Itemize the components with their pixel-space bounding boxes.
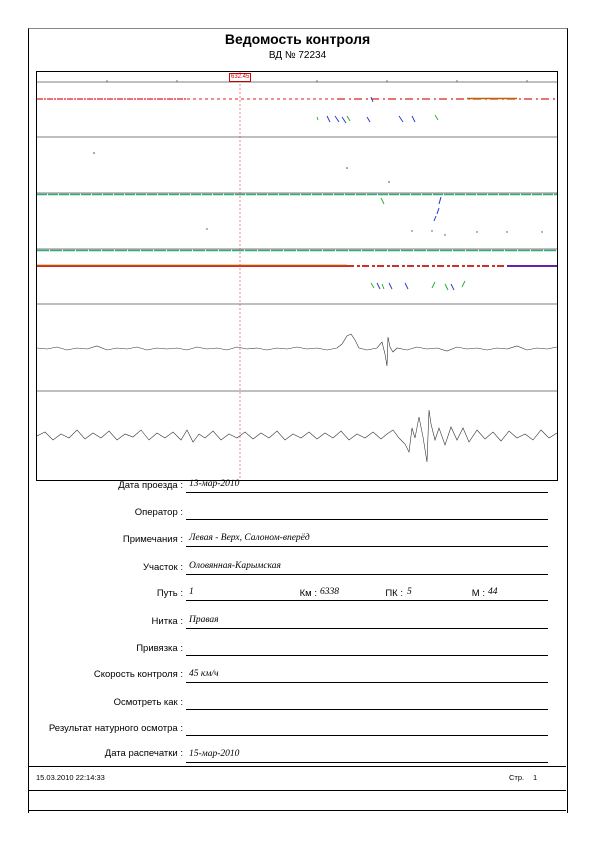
operator-rule (186, 519, 548, 520)
channel-5-waveform (37, 334, 557, 366)
m-label: М : (471, 588, 485, 599)
operator-label: Оператор : (134, 507, 183, 518)
print-date-label: Дата распечатки : (104, 748, 183, 759)
date-label: Дата проезда : (118, 480, 183, 491)
result-label: Результат натурного осмотра : (48, 723, 183, 734)
m-value: 44 (488, 587, 498, 597)
km-label: Км : (299, 588, 317, 599)
track-value: 1 (189, 587, 194, 597)
footer-bottom-line (28, 810, 566, 811)
document-number: ВД № 72234 (268, 50, 327, 61)
section-rule (186, 574, 548, 575)
pk-label: ПК : (385, 588, 403, 599)
notes-value: Левая - Верх, Салоном-вперёд (189, 533, 310, 543)
section-label: Участок : (143, 562, 183, 573)
pk-value: 5 (407, 587, 412, 597)
footer-page-number: 1 (533, 773, 538, 782)
scale-ticks (107, 80, 527, 82)
defectogram-svg (37, 72, 557, 480)
date-value: 13-мар-2010 (189, 479, 240, 489)
channel-2-signals (93, 152, 390, 183)
notes-rule (186, 546, 548, 547)
km-value: 6338 (320, 587, 339, 597)
channel-separators (37, 137, 557, 391)
footer-page-label: Стр. (509, 773, 525, 782)
binding-rule (186, 655, 548, 656)
footer-top-line (28, 766, 566, 767)
result-rule (186, 735, 548, 736)
cursor-position-label: 632.45 (231, 74, 250, 80)
binding-label: Привязка : (136, 643, 183, 654)
print-date-value: 15-мар-2010 (189, 749, 240, 759)
footer-mid-line (28, 790, 566, 791)
channel-6-waveform (37, 410, 557, 462)
rail-rule (186, 628, 548, 629)
date-rule (186, 492, 548, 493)
track-label: Путь : (156, 588, 183, 599)
section-value: Оловянная-Карымская (189, 561, 281, 571)
speed-label: Скорость контроля : (93, 669, 183, 680)
inspect-rule (186, 709, 548, 710)
track-rule (186, 600, 548, 601)
page-title: Ведомость контроля (224, 31, 371, 47)
rail-value: Правая (189, 615, 219, 625)
notes-label: Примечания : (122, 534, 183, 545)
speed-value: 45 км/ч (189, 669, 219, 679)
channel-1-signals (37, 97, 557, 123)
speed-rule (186, 682, 548, 683)
print-date-rule (186, 762, 548, 763)
footer-timestamp: 15.03.2010 22:14:33 (36, 773, 105, 782)
channel-4-signals (37, 251, 557, 291)
inspect-label: Осмотреть как : (113, 697, 183, 708)
defectogram-graph (36, 71, 558, 481)
rail-label: Нитка : (151, 616, 183, 627)
channel-3-signals (37, 195, 557, 236)
